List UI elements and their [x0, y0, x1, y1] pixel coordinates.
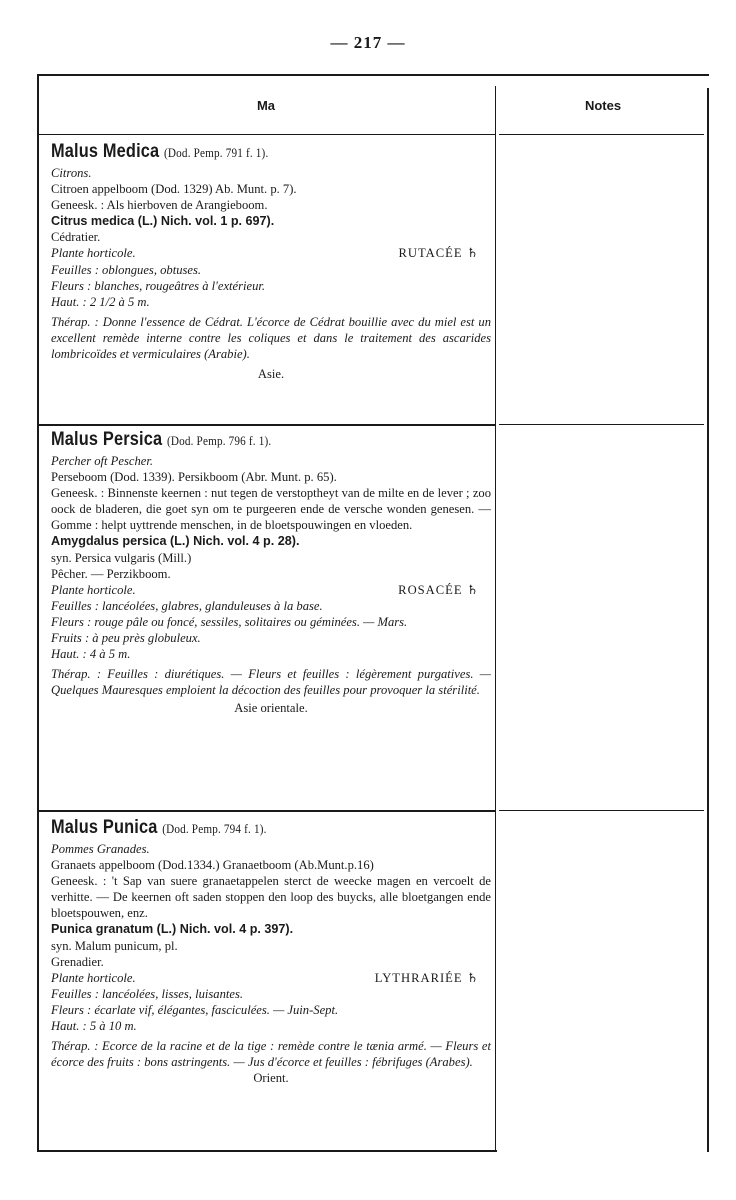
entry-line: Geneesk. : Binnenste keernen : nut tegen de verstoptheyt van de milte en de lever ; zoo oock de bladeren, die goet syn om te purgeeren ende de versche wonden genesen. — Gomme : helpt uyttrende menschen, in de bloetspouwingen en vloeden.: [51, 486, 491, 533]
entry-line: Citrons.: [51, 166, 92, 180]
column-header-notes: Notes: [584, 98, 622, 113]
right-rule: [707, 88, 709, 1152]
table-frame: [37, 74, 709, 1154]
entry-title: Malus Medica (Dod. Pemp. 791 f. 1).: [51, 141, 269, 162]
top-rule: [37, 74, 709, 76]
entry-line: syn. Malum punicum, pl.: [51, 938, 178, 953]
entry-line: Feuilles : lancéolées, lisses, luisantes.: [51, 986, 244, 1001]
entry-line: Percher oft Pescher.: [51, 454, 153, 468]
entry-origin: Asie orientale.: [234, 701, 308, 716]
entry-line: Citrus medica (L.) Nich. vol. 1 p. 697).: [51, 214, 275, 229]
entry-line: Perseboom (Dod. 1339). Persikboom (Abr. Munt. p. 65).: [51, 470, 337, 485]
entry-malus-persica: [51, 428, 491, 717]
entry-line: Haut. : 2 1/2 à 5 m.: [51, 294, 150, 309]
entry-line: Feuilles : lancéolées, glabres, glanduleuses à la base.: [51, 598, 323, 613]
entry-malus-medica: [51, 140, 491, 382]
entry-origin: Asie.: [257, 367, 285, 382]
column-header-main: Ma: [256, 98, 276, 113]
entry-line: Punica granatum (L.) Nich. vol. 4 p. 397).: [51, 922, 294, 937]
entry-therapy: Thérap. : Ecorce de la racine et de la tige : remède contre le tænia armé. — Fleurs et écorce des fruits : bons astringents. — Jus d'écorce et feuilles : fébrifuges (Arabes).: [51, 1039, 491, 1070]
entry-line: Cédratier.: [51, 230, 101, 245]
entry-line: Pêcher. — Perzikboom.: [51, 566, 171, 581]
entry-family-row: Plante horticole. LYTHRARIÉE ♄: [51, 970, 479, 985]
entry-separator: [37, 810, 495, 812]
entry-malus-punica: [51, 816, 491, 1086]
entry-title: Malus Persica (Dod. Pemp. 796 f. 1).: [51, 429, 272, 450]
entry-therapy: Thérap. : Donne l'essence de Cédrat. L'écorce de Cédrat bouillie avec du miel est un excellent remède interne contre les coliques et dans le traitement des ascarides lombricoïdes et vermiculaires (Arabie).: [51, 314, 491, 362]
entry-line: Feuilles : oblongues, obtuses.: [51, 262, 202, 277]
entry-line: Grenadier.: [51, 954, 104, 969]
entry-line: Granaets appelboom (Dod.1334.) Granaetboom (Ab.Munt.p.16): [51, 858, 374, 873]
entry-line: Fleurs : blanches, rougeâtres à l'extérieur.: [51, 278, 266, 293]
entry-line: Fleurs : rouge pâle ou foncé, sessiles, solitaires ou géminées. — Mars.: [51, 614, 408, 629]
entry-title: Malus Punica (Dod. Pemp. 794 f. 1).: [51, 817, 267, 838]
entry-line: Citroen appelboom (Dod. 1329) Ab. Munt. p. 7).: [51, 182, 297, 197]
bottom-rule: [37, 1150, 497, 1152]
entry-line: Fruits : à peu près globuleux.: [51, 631, 201, 646]
entry-separator: [499, 424, 704, 425]
entry-line: Geneesk. : 't Sap van suere granaetappelen sterct de weecke magen en vercoelt de verhitte. — De keernen oft saden stoppen den loop des buycks, alle bloetgangen ende bloetspouwen, enz.: [51, 874, 491, 921]
entry-family-row: Plante horticole. ROSACÉE ♄: [51, 582, 479, 597]
entry-line: Amygdalus persica (L.) Nich. vol. 4 p. 28).: [51, 534, 300, 549]
header-rule-main: [37, 134, 495, 135]
entry-line: syn. Persica vulgaris (Mill.): [51, 550, 192, 565]
entry-separator: [37, 424, 495, 426]
entry-separator: [499, 810, 704, 811]
entry-family-row: Plante horticole. RUTACÉE ♄: [51, 246, 479, 261]
entry-line: Haut. : 5 à 10 m.: [51, 1019, 137, 1034]
entry-origin: Orient.: [253, 1071, 289, 1086]
entry-line: Pommes Granades.: [51, 842, 150, 856]
left-rule: [37, 74, 39, 1152]
entry-line: Haut. : 4 à 5 m.: [51, 647, 131, 662]
header-rule-notes: [499, 134, 704, 135]
entry-line: Geneesk. : Als hierboven de Arangieboom.: [51, 198, 268, 213]
page-number: — 217 —: [330, 33, 406, 52]
column-divider: [495, 86, 496, 1152]
entry-therapy: Thérap. : Feuilles : diurétiques. — Fleurs et feuilles : légèrement purgatives. — Quelques Mauresques emploient la décoction des feuilles pour provoquer la stérilité.: [51, 667, 491, 698]
entry-line: Fleurs : écarlate vif, élégantes, fasciculées. — Juin-Sept.: [51, 1002, 339, 1017]
